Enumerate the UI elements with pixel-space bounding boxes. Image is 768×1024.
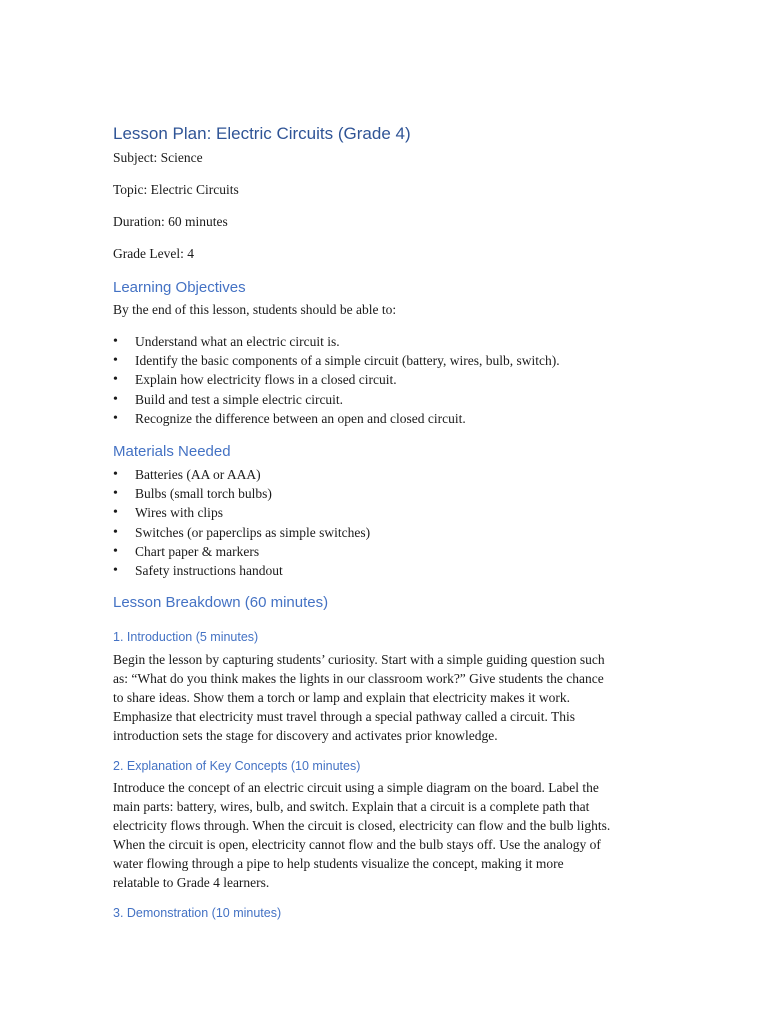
materials-list	[113, 465, 370, 580]
list-item: • Safety instructions handout	[113, 561, 370, 580]
breakdown-heading: Lesson Breakdown (60 minutes)	[113, 594, 329, 611]
meta-duration: Duration: 60 minutes	[113, 214, 228, 229]
meta-topic: Topic: Electric Circuits	[113, 182, 239, 197]
bullet-icon: •	[113, 334, 118, 349]
bullet-icon: •	[113, 543, 118, 559]
list-item: • Bulbs (small torch bulbs)	[113, 484, 370, 503]
bullet-icon: •	[113, 353, 118, 369]
section-body-key-concepts: Introduce the concept of an electric circuit using a simple diagram on the board. Label the main parts: battery, wires, bulb, and switch. Explain that a circuit is a complete path that electricity flows through. When the circuit is closed, electricity can flow and the bulb lights. When the circuit is open, electricity cannot flow and the bulb stays off. Use the analogy of water flowing through a pipe to help students visualize the concept, making it more relatable to Grade 4 learners.	[113, 780, 611, 891]
meta-grade: Grade Level: 4	[113, 246, 194, 261]
bullet-icon: •	[113, 372, 118, 388]
document-title: Lesson Plan: Electric Circuits (Grade 4)	[113, 124, 411, 143]
list-item: • Explain how electricity flows in a closed circuit.	[113, 370, 560, 389]
bullet-icon: •	[113, 467, 118, 482]
list-item: • Understand what an electric circuit is.	[113, 332, 560, 351]
section-heading-demonstration: 3. Demonstration (10 minutes)	[113, 906, 282, 920]
list-item: • Recognize the difference between an open and closed circuit.	[113, 409, 560, 428]
section-body-introduction: Begin the lesson by capturing students’ curiosity. Start with a simple guiding question such as: “What do you think makes the lights in our classroom work?” Give students the chance to share ideas. Show them a torch or lamp and explain that electricity makes it work. Emphasize that electricity must travel through a special pathway called a circuit. This introduction sets the stage for discovery and activates prior knowledge.	[113, 652, 605, 744]
section-heading-key-concepts: 2. Explanation of Key Concepts (10 minutes)	[113, 759, 361, 773]
section-heading-introduction: 1. Introduction (5 minutes)	[113, 630, 259, 644]
objectives-heading: Learning Objectives	[113, 279, 246, 296]
list-item: • Batteries (AA or AAA)	[113, 465, 370, 484]
materials-heading: Materials Needed	[113, 443, 231, 460]
objectives-list	[113, 332, 560, 428]
list-item: • Chart paper & markers	[113, 542, 370, 561]
bullet-icon: •	[113, 391, 118, 407]
list-item: • Build and test a simple electric circuit.	[113, 390, 560, 409]
list-item: • Identify the basic components of a simple circuit (battery, wires, bulb, switch).	[113, 351, 560, 370]
bullet-icon: •	[113, 410, 118, 426]
bullet-icon: •	[113, 524, 118, 540]
objectives-intro: By the end of this lesson, students should be able to:	[113, 302, 397, 317]
list-item: • Wires with clips	[113, 503, 370, 522]
bullet-icon: •	[113, 563, 118, 579]
bullet-icon: •	[113, 505, 118, 521]
list-item: • Switches (or paperclips as simple switches)	[113, 523, 370, 542]
bullet-icon: •	[113, 486, 118, 502]
meta-subject: Subject: Science	[113, 150, 203, 165]
